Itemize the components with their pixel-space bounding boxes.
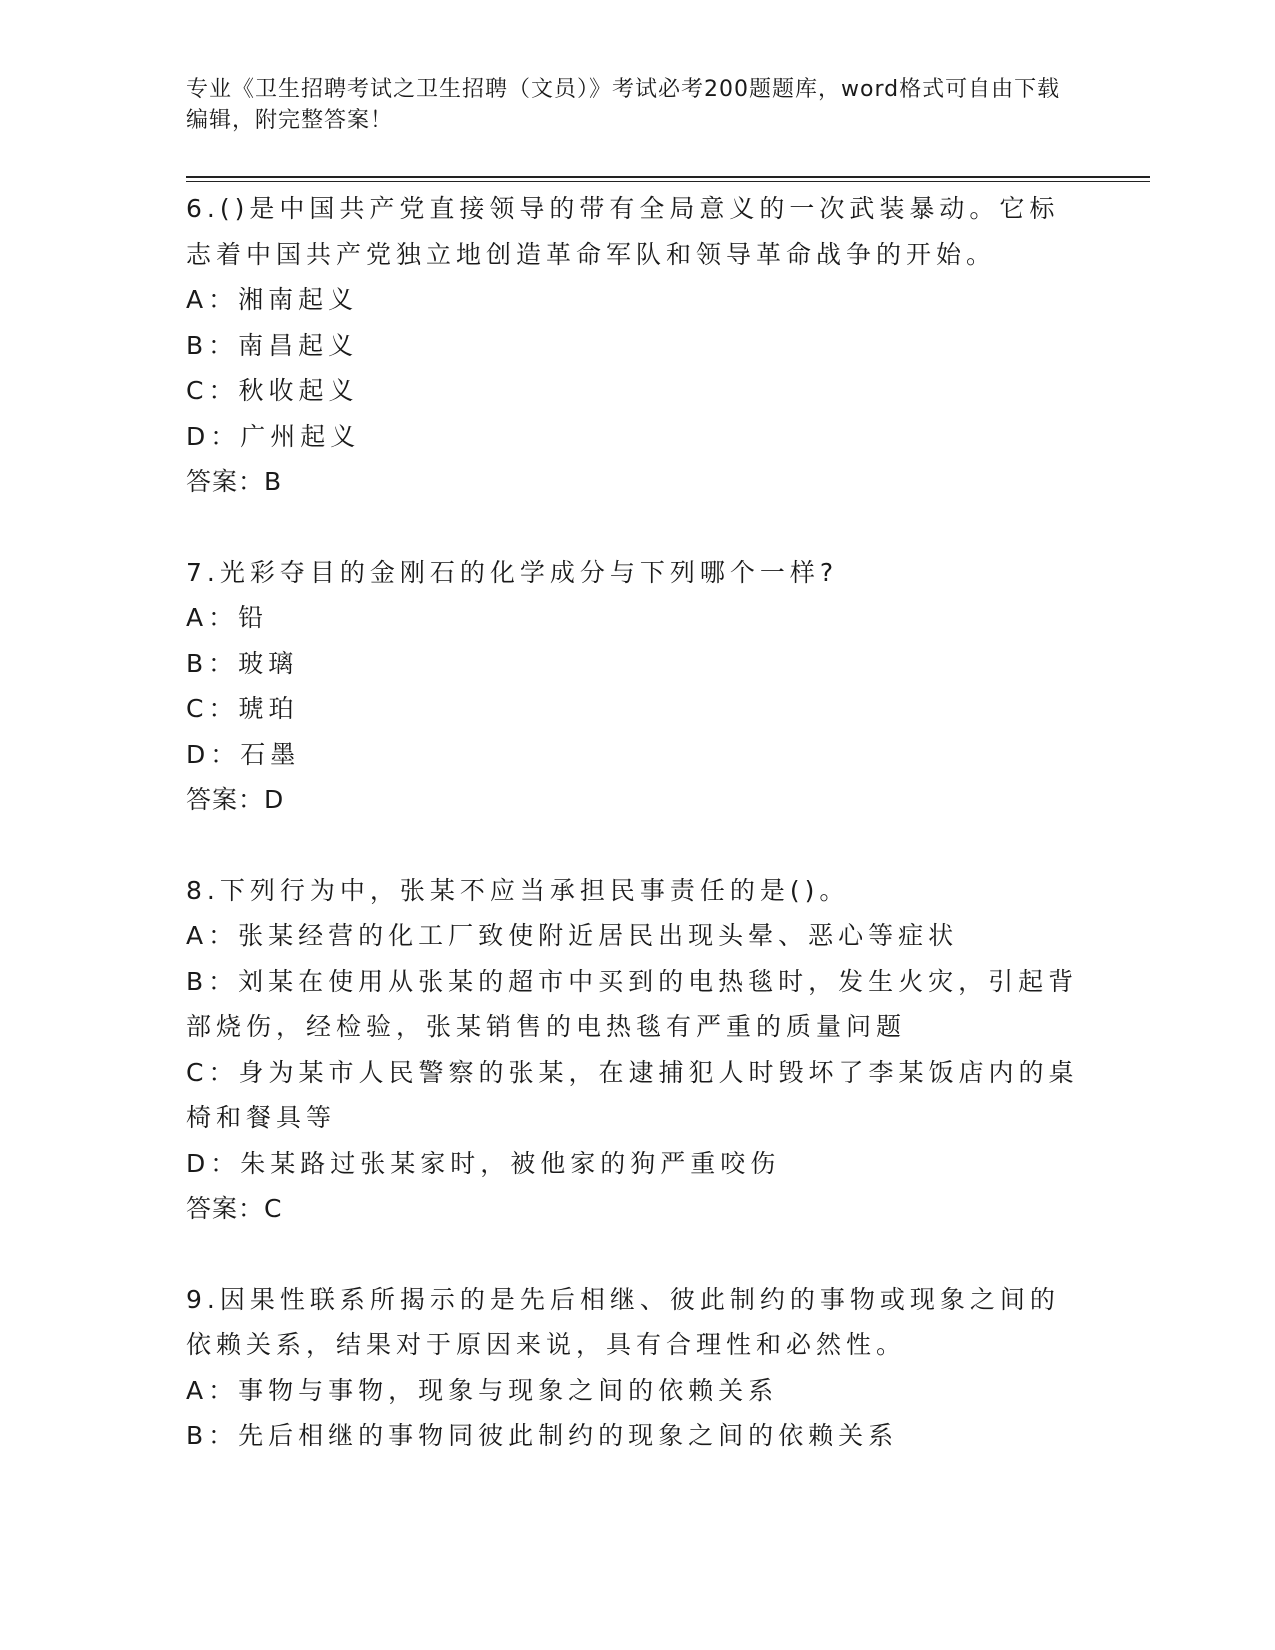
- question-gap: [186, 505, 1086, 550]
- option-a: A：张某经营的化工厂致使附近居民出现头晕、恶心等症状: [186, 921, 959, 950]
- option-a: A：事物与事物，现象与现象之间的依赖关系: [186, 1375, 779, 1405]
- question-gap: [186, 823, 1086, 868]
- question-stem: 8.下列行为中，张某不应当承担民事责任的是()。: [186, 875, 850, 905]
- header-divider-thin: [186, 181, 1150, 182]
- question-stem: 7.光彩夺目的金刚石的化学成分与下列哪个一样?: [186, 557, 839, 587]
- question-8: [186, 868, 1086, 1232]
- question-9: [186, 1277, 1086, 1459]
- option-d: D：朱某路过张某家时，被他家的狗严重咬伤: [186, 1148, 781, 1178]
- option-b: B：先后相继的事物同彼此制约的现象之间的依赖关系: [186, 1421, 899, 1450]
- document-header: 专业《卫生招聘考试之卫生招聘（文员）》考试必考200题题库，word格式可自由下载编辑，附完整答案！: [186, 77, 1061, 133]
- question-7: [186, 550, 1086, 823]
- option-b: B：南昌起义: [186, 330, 359, 360]
- answer-label: 答案：B: [186, 467, 283, 496]
- option-a: A：铅: [186, 603, 269, 632]
- question-stem: 9.因果性联系所揭示的是先后相继、彼此制约的事物或现象之间的依赖关系，结果对于原因来说，具有合理性和必然性。: [186, 1284, 1060, 1359]
- option-d: D：广州起义: [186, 421, 361, 451]
- question-stem: 6.()是中国共产党直接领导的带有全局意义的一次武装暴动。它标志着中国共产党独立地创造革命军队和领导革命战争的开始。: [186, 194, 1060, 269]
- question-gap: [186, 1232, 1086, 1277]
- option-d: D：石墨: [186, 739, 301, 769]
- option-b: B：玻璃: [186, 648, 299, 678]
- option-b: B：刘某在使用从张某的超市中买到的电热毯时，发生火灾，引起背部烧伤，经检验，张某销售的电热毯有严重的质量问题: [186, 966, 1079, 1041]
- answer-label: 答案：C: [186, 1194, 283, 1223]
- answer-label: 答案：D: [186, 785, 285, 814]
- option-c: C：秋收起义: [186, 376, 359, 405]
- header-divider: [186, 176, 1150, 178]
- option-a: A：湘南起义: [186, 285, 359, 314]
- question-list: [186, 186, 1086, 1459]
- question-6: [186, 186, 1086, 505]
- option-c: C：琥珀: [186, 694, 299, 723]
- option-c: C：身为某市人民警察的张某，在逮捕犯人时毁坏了李某饭店内的桌椅和餐具等: [186, 1057, 1079, 1132]
